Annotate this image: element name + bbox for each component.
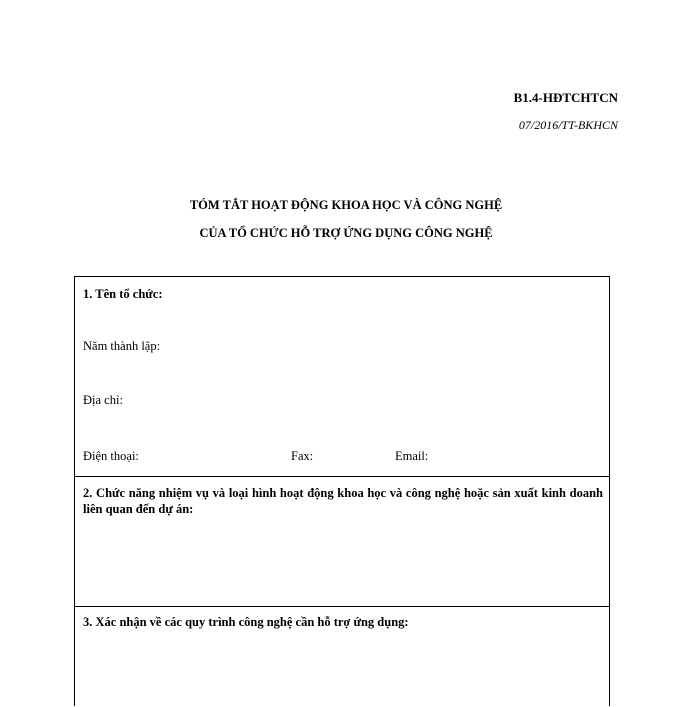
- section-2-heading: 2. Chức năng nhiệm vụ và loại hình hoạt động khoa học và công nghệ hoặc sản xuất kinh doanh liên quan đến dự án:: [83, 486, 603, 516]
- phone-label: Điện thoại:: [83, 449, 139, 463]
- section-1-heading: 1. Tên tổ chức:: [83, 287, 163, 301]
- circular-reference: 07/2016/TT-BKHCN: [518, 118, 618, 132]
- address-label: Địa chỉ:: [83, 393, 123, 407]
- section-3-heading: 3. Xác nhận về các quy trình công nghệ cần hỗ trợ ứng dụng:: [83, 615, 409, 629]
- form-code: B1.4-HĐTCHTCN: [513, 90, 618, 105]
- section-functions-activities: [75, 477, 609, 607]
- fax-label: Fax:: [291, 449, 314, 463]
- document-title-line-2: CỦA TỔ CHỨC HỖ TRỢ ỨNG DỤNG CÔNG NGHỆ: [199, 226, 493, 240]
- form-table: [74, 276, 610, 706]
- section-technology-process: [75, 607, 609, 707]
- section-organization-info: [75, 277, 609, 477]
- email-label: Email:: [395, 449, 429, 463]
- document-title-line-1: TÓM TẮT HOẠT ĐỘNG KHOA HỌC VÀ CÔNG NGHỆ: [189, 198, 503, 212]
- founded-year-label: Năm thành lập:: [83, 339, 161, 353]
